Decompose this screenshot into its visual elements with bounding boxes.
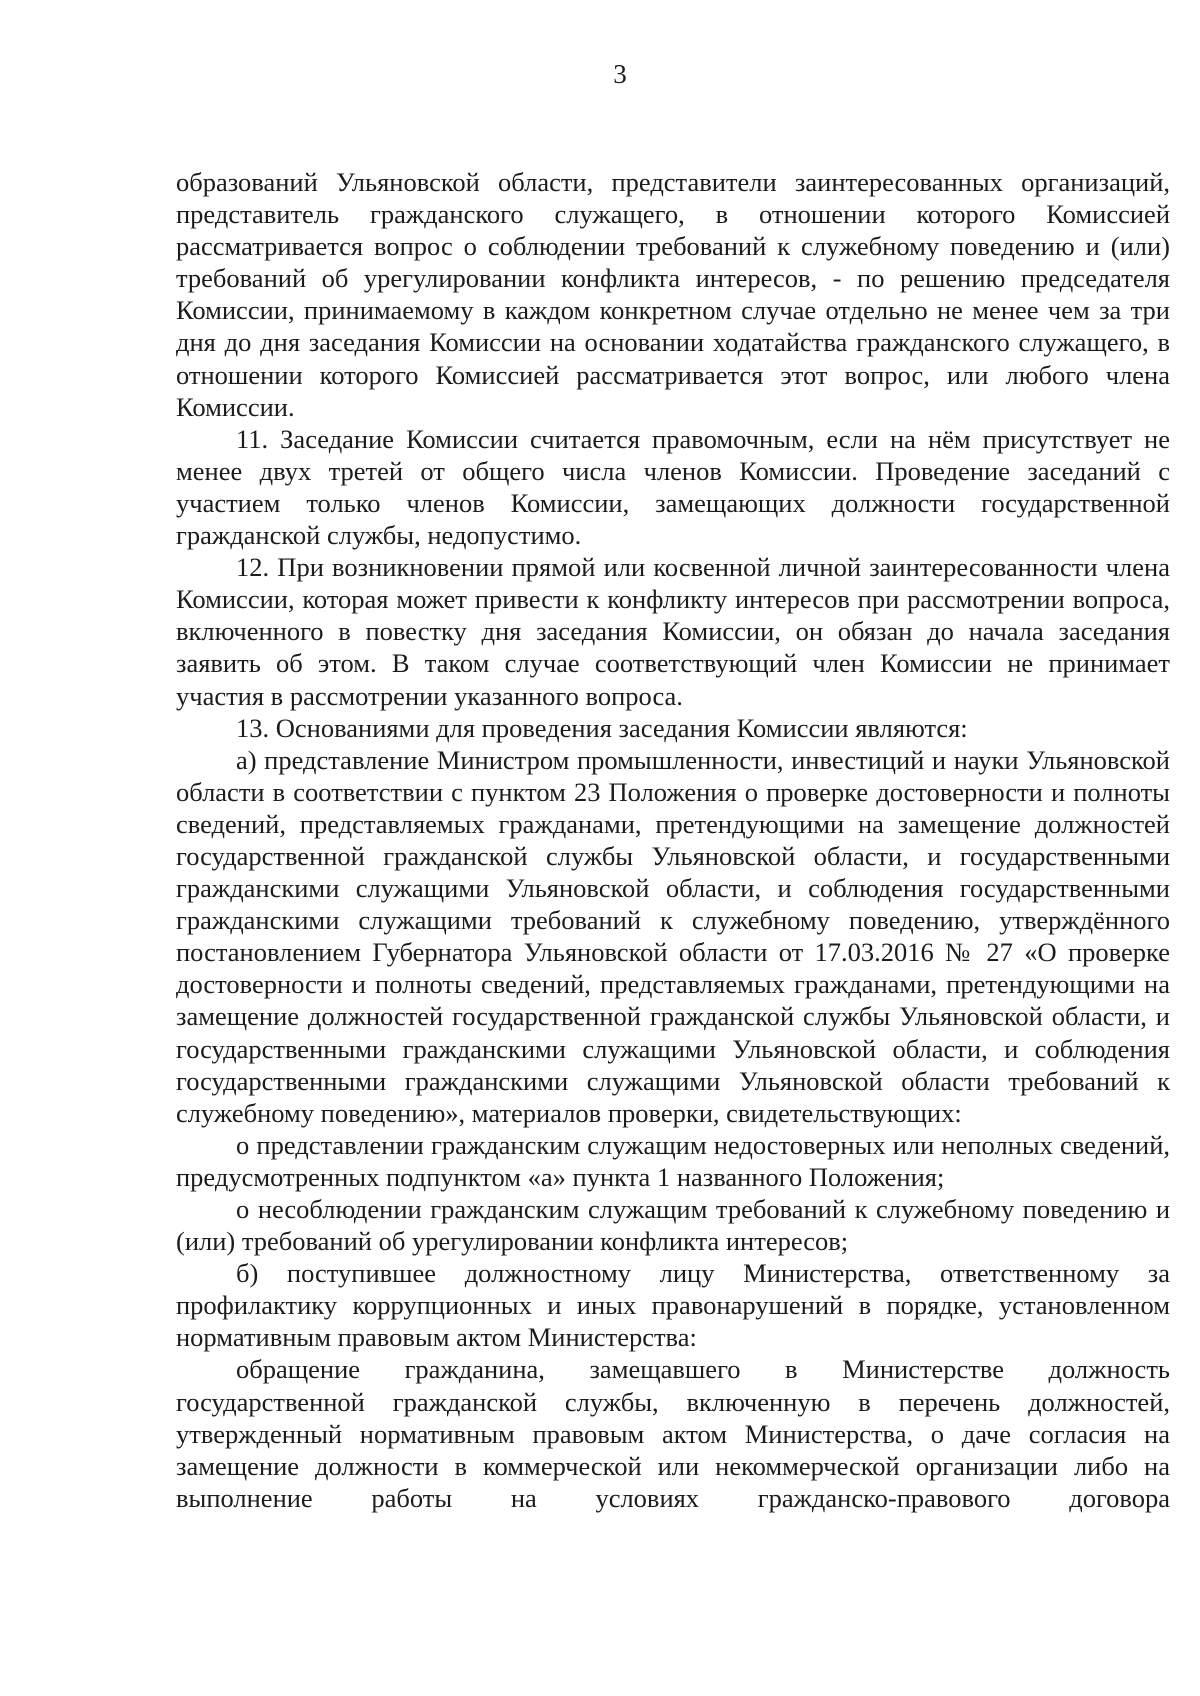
paragraph-13-a-item-2: о несоблюдении гражданским служащим требований к служебному поведению и (или) требований об урегулировании конфликта интересов; <box>176 1194 1170 1257</box>
paragraph-13: 13. Основаниями для проведения заседания Комиссии являются: <box>236 712 968 743</box>
page-number: 3 <box>613 59 627 89</box>
paragraph-12: 12. При возникновении прямой или косвенной личной заинтересованности члена Комиссии, которая может привести к конфликту интересов при рассмотрении вопроса, включенного в повестку дня заседания Комиссии, он обязан до начала заседания заявить об этом. В таком случае соответствующий член Комиссии не принимает участия в рассмотрении указанного вопроса. <box>176 552 1170 711</box>
paragraph-13-b: б) поступившее должностному лицу Министерства, ответственному за профилактику коррупционных и иных правонарушений в порядке, установленном нормативным правовым актом Министерства: <box>176 1258 1170 1353</box>
document-body <box>176 166 1170 1514</box>
paragraph-13-a: а) представление Министром промышленности, инвестиций и науки Ульяновской области в соответствии с пунктом 23 Положения о проверке достоверности и полноты сведений, представляемых гражданами, претендующими на замещение должностей государственной гражданской службы Ульяновской области, и государственными гражданскими служащими Ульяновской области, и соблюдения государственными гражданскими служащими требований к служебному поведению, утверждённого постановлением Губернатора Ульяновской области от 17.03.2016 № 27 «О проверке достоверности и полноты сведений, представляемых гражданами, претендующими на замещение должностей государственной гражданской службы Ульяновской области, и государственными гражданскими служащими Ульяновской области, и соблюдения государственными гражданскими служащими Ульяновской области требований к служебному поведению», материалов проверки, свидетельствующих: <box>176 744 1170 1128</box>
paragraph-continuation: образований Ульяновской области, представители заинтересованных организаций, представитель гражданского служащего, в отношении которого Комиссией рассматривается вопрос о соблюдении требований к служебному поведению и (или) требований об урегулировании конфликта интересов, - по решению председателя Комиссии, принимаемому в каждом конкретном случае отдельно не менее чем за три дня до дня заседания Комиссии на основании ходатайства гражданского служащего, в отношении которого Комиссией рассматривается этот вопрос, или любого члена Комиссии. <box>176 167 1170 422</box>
paragraph-11: 11. Заседание Комиссии считается правомочным, если на нём присутствует не менее двух третей от общего числа членов Комиссии. Проведение заседаний с участием только членов Комиссии, замещающих должности государственной гражданской службы, недопустимо. <box>176 423 1170 551</box>
paragraph-13-b-item-1: обращение гражданина, замещавшего в Министерстве должность государственной гражданской службы, включенную в перечень должностей, утвержденный нормативным правовым актом Министерства, о даче согласия на замещение должности в коммерческой или некоммерческой организации либо на выполнение работы на условиях гражданско-правового договора <box>176 1354 1170 1513</box>
paragraph-13-a-item-1: о представлении гражданским служащим недостоверных или неполных сведений, предусмотренных подпунктом «а» пункта 1 названного Положения; <box>176 1129 1170 1192</box>
